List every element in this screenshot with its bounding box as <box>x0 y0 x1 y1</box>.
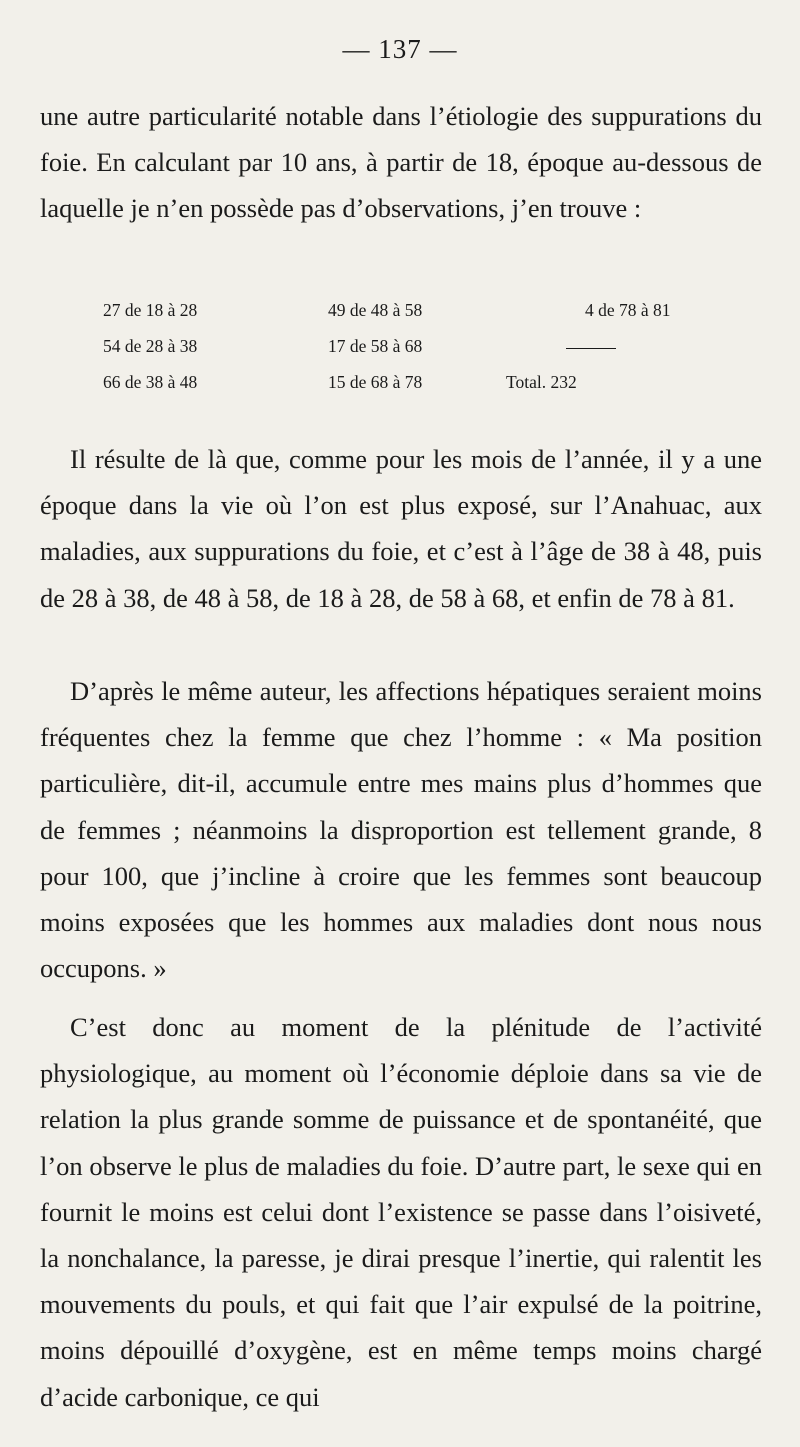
paragraph-conclusion: C’est donc au moment de la plénitude de l’activité physiologique, au moment où l’économie déploie dans sa vie de relation la plus grande somme de puissance et de spontanéité, que l’on observe le plus de maladies du foie. D’autre part, le sexe qui en fournit le moins est celui dont l’existence se passe dans l’oisiveté, la nonchalance, la paresse, je dirai presque l’inertie, qui ralentit les mouvements du pouls, et qui fait que l’air expulsé de la poitrine, moins dépouillé d’oxygène, est en même temps moins chargé d’acide carbonique, ce qui <box>40 1012 762 1412</box>
paragraph-author-quote: D’après le même auteur, les affections hépatiques seraient moins fréquentes chez la femme que chez l’homme : « Ma position particulière, dit-il, accumule entre mes mains plus d’hommes que de femmes ; néanmoins la disproportion est tellement grande, 8 pour 100, que j’incline à croire que les femmes sont beaucoup moins exposées que les hommes aux maladies dont nous nous occupons. » <box>40 676 762 984</box>
page-number: — 137 — <box>342 34 458 64</box>
stat-58-68: 17 de 58 à 68 <box>328 336 423 356</box>
stat-68-78: 15 de 68 à 78 <box>328 372 423 392</box>
stat-total: Total. 232 <box>506 372 577 392</box>
stat-38-48: 66 de 38 à 48 <box>103 372 198 392</box>
paragraph-result: Il résulte de là que, comme pour les mois de l’année, il y a une époque dans la vie où l’on est plus exposé, sur l’Anahuac, aux maladies, aux suppurations du foie, et c’est à l’âge de 38 à 48, puis de 28 à 38, de 48 à 58, de 18 à 28, de 58 à 68, et enfin de 78 à 81. <box>40 444 762 613</box>
paragraph-intro: une autre particularité notable dans l’étiologie des suppurations du foie. En calculant par 10 ans, à partir de 18, époque au-dessous de laquelle je n’en possède pas d’observations, j’en trouve : <box>40 101 762 224</box>
stat-28-38: 54 de 28 à 38 <box>103 336 198 356</box>
stat-48-58: 49 de 48 à 58 <box>328 300 423 320</box>
age-statistics-table <box>0 296 800 402</box>
sum-rule <box>566 348 616 349</box>
stat-18-28: 27 de 18 à 28 <box>103 300 198 320</box>
stat-78-81: 4 de 78 à 81 <box>585 300 671 320</box>
